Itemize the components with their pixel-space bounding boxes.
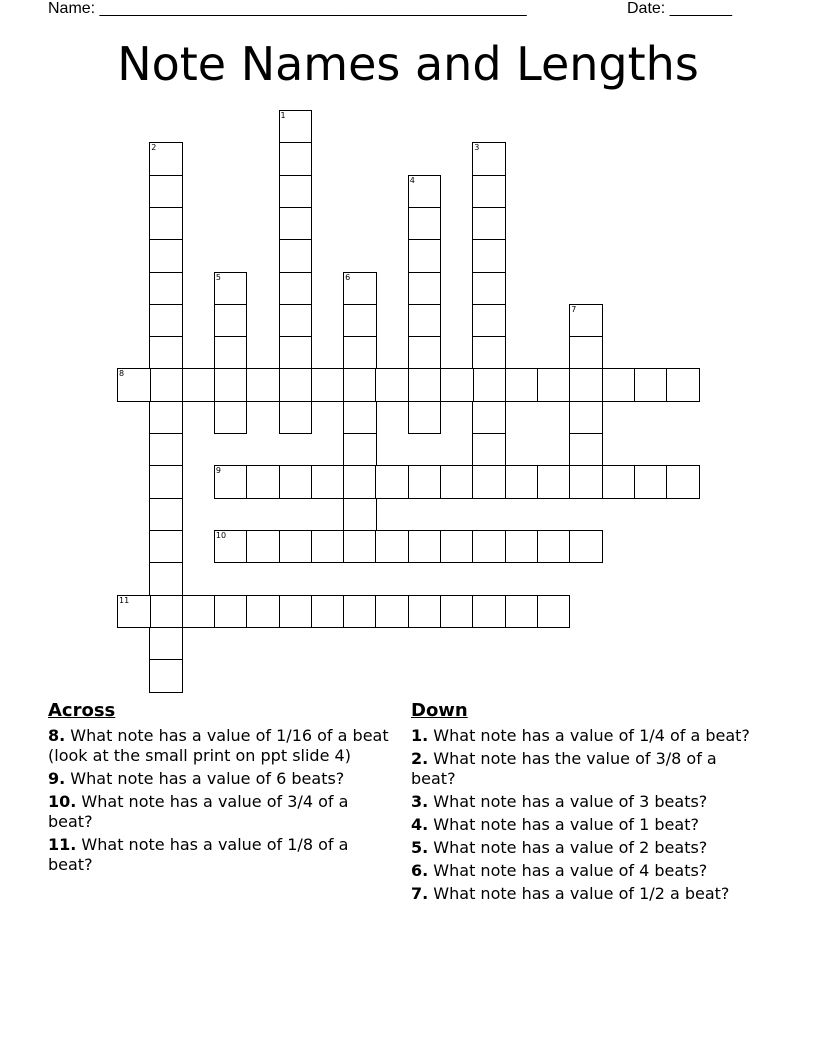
crossword-cell[interactable] [472,304,506,338]
crossword-cell[interactable] [408,207,442,241]
crossword-cell[interactable] [246,465,280,499]
clue-number-label: 5 [215,272,221,282]
crossword-cell[interactable] [602,368,636,402]
crossword-cell[interactable] [569,465,603,499]
crossword-cell[interactable] [343,272,377,306]
crossword-cell[interactable] [375,530,409,564]
clue-number: 9. [48,769,66,788]
crossword-cell[interactable] [149,368,183,402]
across-clue [48,792,398,832]
crossword-cell[interactable] [279,368,313,402]
clue-number-label: 9 [215,466,221,476]
crossword-cell[interactable] [343,498,377,532]
crossword-cell[interactable] [343,336,377,370]
clue-number: 2. [411,749,429,768]
clue-number: 4. [411,815,429,834]
crossword-cell[interactable] [569,304,603,338]
crossword-cell[interactable] [408,401,442,435]
crossword-cell[interactable] [666,465,700,499]
crossword-cell[interactable] [182,368,216,402]
crossword-cell[interactable] [214,272,248,306]
crossword-cell[interactable] [149,530,183,564]
crossword-cell[interactable] [472,239,506,273]
clue-number: 6. [411,861,429,880]
crossword-cell[interactable] [408,175,442,209]
crossword-cell[interactable] [472,207,506,241]
crossword-cell[interactable] [343,530,377,564]
crossword-cell[interactable] [472,175,506,209]
clue-number-label: 7 [571,304,577,314]
crossword-cell[interactable] [279,239,313,273]
crossword-cell[interactable] [149,433,183,467]
crossword-cell[interactable] [279,336,313,370]
crossword-cell[interactable] [246,368,280,402]
clue-number-label: 8 [119,369,125,379]
crossword-cell[interactable] [311,595,345,629]
clue-number-label: 2 [151,143,157,153]
down-clue [411,749,756,789]
crossword-cell[interactable] [375,465,409,499]
crossword-cell[interactable] [375,368,409,402]
crossword-cell[interactable] [505,465,539,499]
crossword-cell[interactable] [440,368,474,402]
crossword-cell[interactable] [343,595,377,629]
clue-text: What note has a value of 3 beats? [428,792,708,811]
crossword-cell[interactable] [149,627,183,661]
clue-text: What note has the value of 3/8 of a beat? [411,749,717,788]
date-field-label: Date: _______ [627,0,732,17]
across-clue [48,726,398,766]
crossword-cell[interactable] [569,433,603,467]
clue-text: What note has a value of 1/2 a beat? [428,884,730,903]
crossword-cell[interactable] [149,239,183,273]
across-clue [48,835,398,875]
crossword-cell[interactable] [440,530,474,564]
crossword-cell[interactable] [472,401,506,435]
crossword-cell[interactable] [214,368,248,402]
crossword-cell[interactable] [569,401,603,435]
crossword-cell[interactable] [343,368,377,402]
crossword-cell[interactable] [311,530,345,564]
crossword-cell[interactable] [537,368,571,402]
crossword-cell[interactable] [279,272,313,306]
across-clues [48,700,398,878]
crossword-cell[interactable] [408,336,442,370]
clue-number-label: 10 [215,530,227,540]
crossword-cell[interactable] [149,659,183,693]
crossword-cell[interactable] [408,304,442,338]
crossword-cell[interactable] [214,401,248,435]
crossword-cell[interactable] [149,465,183,499]
clue-number: 5. [411,838,429,857]
clue-number-label: 1 [280,111,286,120]
down-clues [411,700,756,907]
crossword-cell[interactable] [472,465,506,499]
crossword-cell[interactable] [311,368,345,402]
crossword-cell[interactable] [472,368,506,402]
across-heading: Across [48,700,116,721]
crossword-cell[interactable] [472,530,506,564]
down-clue [411,838,756,858]
clue-number: 3. [411,792,429,811]
clue-text: What note has a value of 1/4 of a beat? [428,726,750,745]
crossword-cell[interactable] [214,595,248,629]
crossword-cell[interactable] [408,530,442,564]
crossword-cell[interactable] [569,336,603,370]
crossword-cell[interactable] [149,401,183,435]
crossword-cell[interactable] [149,336,183,370]
clue-number: 7. [411,884,429,903]
crossword-cell[interactable] [279,110,313,144]
clue-text: What note has a value of 3/4 of a beat? [48,792,349,831]
clue-number-label: 4 [409,175,415,185]
crossword-cell[interactable] [472,595,506,629]
crossword-cell[interactable] [117,595,151,629]
crossword-cell[interactable] [440,595,474,629]
crossword-cell[interactable] [214,336,248,370]
clue-text: What note has a value of 2 beats? [428,838,708,857]
crossword-cell[interactable] [440,465,474,499]
clue-number: 10. [48,792,77,811]
down-heading: Down [411,700,468,721]
page-title: Note Names and Lengths [117,37,699,91]
crossword-cell[interactable] [311,465,345,499]
crossword-cell[interactable] [149,595,183,629]
crossword-cell[interactable] [602,465,636,499]
crossword-cell[interactable] [279,207,313,241]
crossword-cell[interactable] [408,368,442,402]
name-field-label: Name: ________________________________________________ [48,0,527,17]
crossword-cell[interactable] [343,433,377,467]
crossword-cell[interactable] [149,175,183,209]
crossword-cell[interactable] [666,368,700,402]
crossword-cell[interactable] [279,595,313,629]
crossword-cell[interactable] [279,175,313,209]
crossword-cell[interactable] [569,530,603,564]
crossword-cell[interactable] [214,465,248,499]
crossword-cell[interactable] [246,595,280,629]
clue-text: What note has a value of 6 beats? [65,769,345,788]
across-clue [48,769,398,789]
down-clue [411,884,756,904]
crossword-cell[interactable] [408,239,442,273]
crossword-cell[interactable] [408,595,442,629]
clue-number: 1. [411,726,429,745]
clue-text: What note has a value of 4 beats? [428,861,708,880]
down-clue [411,792,756,812]
down-clue [411,861,756,881]
crossword-cell[interactable] [214,304,248,338]
crossword-cell[interactable] [634,465,668,499]
crossword-cell[interactable] [472,433,506,467]
clue-text: What note has a value of 1/16 of a beat (look at the small print on ppt slide 4) [48,726,389,765]
crossword-cell[interactable] [537,465,571,499]
crossword-cell[interactable] [505,368,539,402]
crossword-cell[interactable] [214,530,248,564]
crossword-cell[interactable] [343,401,377,435]
crossword-cell[interactable] [505,530,539,564]
clue-text: What note has a value of 1/8 of a beat? [48,835,349,874]
crossword-cell[interactable] [246,530,280,564]
crossword-cell[interactable] [569,368,603,402]
down-clue [411,815,756,835]
crossword-cell[interactable] [149,207,183,241]
clue-number-label: 6 [345,272,351,282]
crossword-cell[interactable] [343,465,377,499]
crossword-cell[interactable] [408,272,442,306]
crossword-cell[interactable] [149,562,183,596]
crossword-cell[interactable] [279,401,313,435]
crossword-cell[interactable] [279,142,313,176]
crossword-cell[interactable] [343,304,377,338]
clue-number: 8. [48,726,66,745]
crossword-cell[interactable] [537,595,571,629]
clue-number-label: 11 [119,595,130,605]
crossword-cell[interactable] [149,142,183,176]
crossword-cell[interactable] [149,304,183,338]
crossword-cell[interactable] [472,272,506,306]
crossword-cell[interactable] [279,465,313,499]
crossword-cell[interactable] [279,304,313,338]
clue-number-label: 3 [474,143,480,153]
crossword-cell[interactable] [149,498,183,532]
clue-number: 11. [48,835,77,854]
crossword-cell[interactable] [117,368,151,402]
crossword-cell[interactable] [472,336,506,370]
crossword-cell[interactable] [375,595,409,629]
crossword-cell[interactable] [472,142,506,176]
crossword-cell[interactable] [634,368,668,402]
crossword-cell[interactable] [279,530,313,564]
down-clue [411,726,756,746]
crossword-cell[interactable] [505,595,539,629]
crossword-cell[interactable] [149,272,183,306]
crossword-cell[interactable] [408,465,442,499]
clue-text: What note has a value of 1 beat? [428,815,699,834]
crossword-cell[interactable] [537,530,571,564]
crossword-cell[interactable] [182,595,216,629]
